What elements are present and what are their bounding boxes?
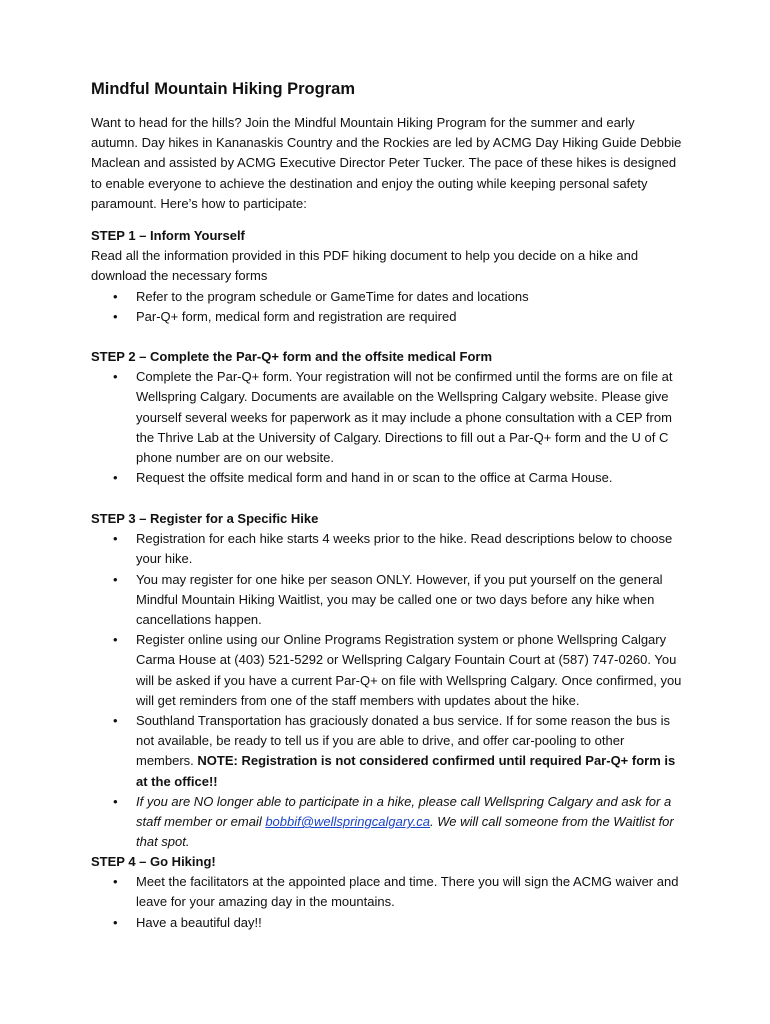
- intro-paragraph: Want to head for the hills? Join the Mindful Mountain Hiking Program for the summer and early autumn. Day hikes in Kananaskis Country and the Rockies are led by ACMG Day Hiking Guide Debbie Maclean and assisted by ACMG Executive Director Peter Tucker. The pace of these hikes is designed to enable everyone to achieve the destination and enjoy the outing while keeping personal safety paramount. Here’s how to participate:: [91, 115, 682, 211]
- step-4-heading: STEP 4 – Go Hiking!: [91, 854, 216, 869]
- bullet-icon: •: [113, 632, 118, 648]
- bullet-icon: •: [113, 571, 118, 587]
- cancel-text-before: If you are NO longer able to participate in a hike, please call Wellspring Calgary and ask for a staff member or email: [136, 793, 672, 830]
- step-3-list: [91, 529, 691, 852]
- list-item-text: Register online using our Online Programs Registration system or phone Wellspring Calgary Carma House at (403) 521-5292 or Wellspring Calgary Fountain Court at (587) 747-0260. You will be asked if you have a current Par-Q+ on file with Wellspring Calgary. Once confirmed, you will get reminders from one of the staff members with updates about the hike.: [136, 632, 682, 708]
- list-item: [91, 872, 683, 912]
- list-item: [91, 529, 683, 569]
- list-item-text: You may register for one hike per season ONLY. However, if you put yourself on the general Mindful Mountain Hiking Waitlist, you may be called one or two days before any hike when cancellations happen.: [136, 571, 663, 628]
- list-item-text: Registration for each hike starts 4 weeks prior to the hike. Read descriptions below to choose your hike.: [136, 531, 673, 567]
- list-item-text: Par-Q+ form, medical form and registration are required: [136, 308, 457, 324]
- bullet-icon: •: [113, 914, 118, 930]
- step-1-heading: STEP 1 – Inform Yourself: [91, 228, 245, 243]
- transport-text: Southland Transportation has graciously donated a bus service. If for some reason the bus is not available, be ready to tell us if you are able to drive, and offer car-pooling to other members.: [136, 713, 671, 769]
- list-item: [91, 792, 683, 853]
- page-title: Mindful Mountain Hiking Program: [91, 80, 355, 98]
- list-item: [91, 287, 683, 307]
- list-item-text: Complete the Par-Q+ form. Your registration will not be confirmed until the forms are on file at Wellspring Calgary. Documents are available on the Wellspring Calgary website. Please give yourself several weeks for paperwork as it may include a phone consultation with a CEP from the Thrive Lab at the University of Calgary. Directions to fill out a Par-Q+ form and the U of C phone number are on our website.: [136, 369, 673, 466]
- email-link[interactable]: bobbif@wellspringcalgary.ca: [265, 814, 431, 830]
- step-3-section: [91, 509, 691, 852]
- list-item: [91, 367, 683, 468]
- registration-note: NOTE: Registration is not considered confirmed until required Par-Q+ form is at the office!!: [136, 753, 676, 789]
- bullet-icon: •: [113, 531, 118, 547]
- list-item: [91, 630, 683, 711]
- bullet-icon: •: [113, 308, 118, 324]
- step-3-heading: STEP 3 – Register for a Specific Hike: [91, 511, 319, 526]
- step-2-list: [91, 367, 691, 488]
- list-item: [91, 307, 683, 327]
- step-4-section: [91, 852, 691, 933]
- step-1-text: Read all the information provided in this PDF hiking document to help you decide on a hike and download the necessary forms: [91, 248, 639, 284]
- list-item-text: Refer to the program schedule or GameTime for dates and locations: [136, 288, 529, 304]
- bullet-icon: •: [113, 288, 118, 304]
- step-2-heading: STEP 2 – Complete the Par-Q+ form and the offsite medical Form: [91, 349, 493, 364]
- bullet-icon: •: [113, 470, 118, 486]
- cancel-text-after: . We will call someone from the Waitlist for that spot.: [136, 814, 674, 850]
- bullet-icon: •: [113, 713, 118, 729]
- bullet-icon: •: [113, 369, 118, 385]
- step-1-list: [91, 287, 691, 327]
- step-1-section: [91, 226, 691, 327]
- bullet-icon: •: [113, 874, 118, 890]
- list-item: [91, 913, 683, 933]
- list-item: [91, 468, 683, 488]
- step-2-section: [91, 347, 691, 488]
- list-item: [91, 570, 683, 631]
- bullet-icon: •: [113, 793, 118, 809]
- list-item-text: Meet the facilitators at the appointed place and time. There you will sign the ACMG waiver and leave for your amazing day in the mountains.: [136, 874, 679, 910]
- list-item-text: Request the offsite medical form and hand in or scan to the office at Carma House.: [136, 470, 613, 486]
- list-item-text: Have a beautiful day!!: [136, 914, 262, 930]
- step-4-list: [91, 872, 691, 933]
- list-item: [91, 711, 683, 792]
